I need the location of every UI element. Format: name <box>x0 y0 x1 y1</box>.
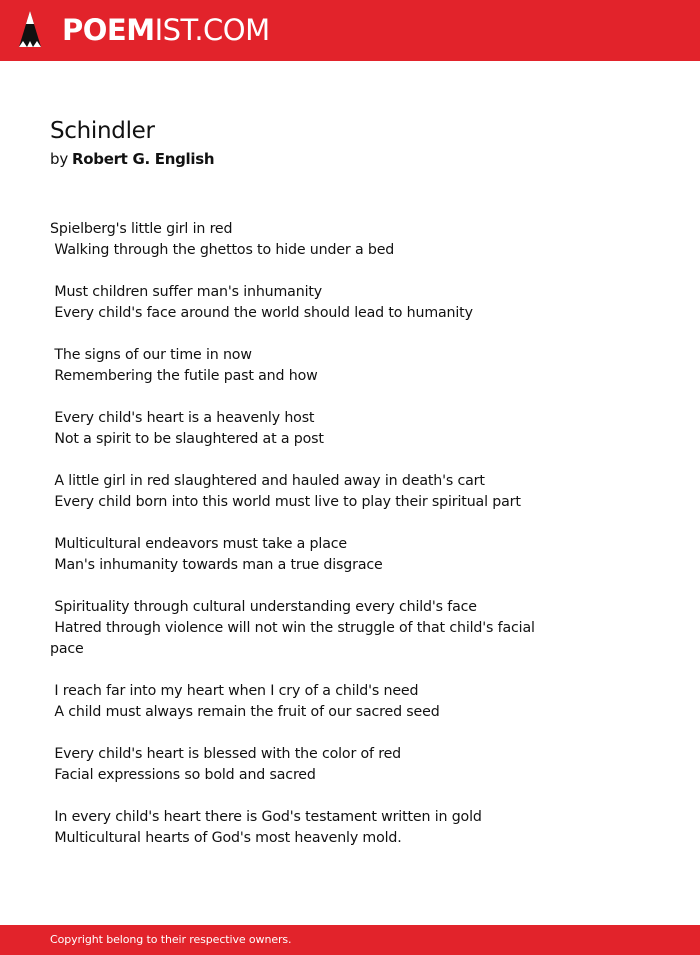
pencil-tip-icon[interactable] <box>18 10 42 50</box>
poem-stanza <box>50 534 570 576</box>
site-logo[interactable] <box>62 12 270 48</box>
byline <box>50 148 214 170</box>
poem-stanza <box>50 345 570 387</box>
logo-light-text: IST.COM <box>154 13 270 47</box>
poem-line: A child must always remain the fruit of our sacred seed <box>50 704 440 720</box>
poem-line: Hatred through violence will not win the struggle of that child's facial <box>50 620 535 636</box>
poem-line: Remembering the futile past and how <box>50 368 318 384</box>
site-footer <box>0 925 700 955</box>
poem-line: Every child's heart is a heavenly host <box>50 410 315 426</box>
poem-stanza <box>50 597 570 660</box>
poem-line: Man's inhumanity towards man a true disgrace <box>50 557 383 573</box>
poem-line: Spielberg's little girl in red <box>50 221 233 237</box>
poem-line: Spirituality through cultural understanding every child's face <box>50 599 477 615</box>
poem-stanza <box>50 219 570 261</box>
poem-line: Not a spirit to be slaughtered at a post <box>50 431 324 447</box>
site-header <box>0 0 700 61</box>
poem-line: Every child's heart is blessed with the color of red <box>50 746 402 762</box>
by-label: by <box>50 150 68 168</box>
poem-line: Every child born into this world must live to play their spiritual part <box>50 494 521 510</box>
poem-stanza <box>50 807 570 849</box>
poem-line: Every child's face around the world should lead to humanity <box>50 305 473 321</box>
poem-line: Must children suffer man's inhumanity <box>50 284 323 300</box>
poem-stanza <box>50 681 570 723</box>
logo-bold-text: POEM <box>62 13 155 47</box>
poem-stanza <box>50 282 570 324</box>
poem-line: The signs of our time in now <box>50 347 252 363</box>
poem-line: Facial expressions so bold and sacred <box>50 767 316 783</box>
poem-stanza <box>50 408 570 450</box>
poem-stanza <box>50 744 570 786</box>
poem-title: Schindler <box>50 118 155 144</box>
poem-line: In every child's heart there is God's testament written in gold <box>50 809 482 825</box>
poem-body <box>50 219 570 870</box>
poem-line: pace <box>50 641 84 657</box>
poem-line: Multicultural endeavors must take a place <box>50 536 347 552</box>
poem-line: Walking through the ghettos to hide under a bed <box>50 242 395 258</box>
poem-stanza <box>50 471 570 513</box>
copyright-text: Copyright belong to their respective owners. <box>50 933 292 946</box>
author-name: Robert G. English <box>72 150 215 168</box>
poem-line: Multicultural hearts of God's most heavenly mold. <box>50 830 402 846</box>
poem-line: I reach far into my heart when I cry of a child's need <box>50 683 419 699</box>
poem-line: A little girl in red slaughtered and hauled away in death's cart <box>50 473 485 489</box>
